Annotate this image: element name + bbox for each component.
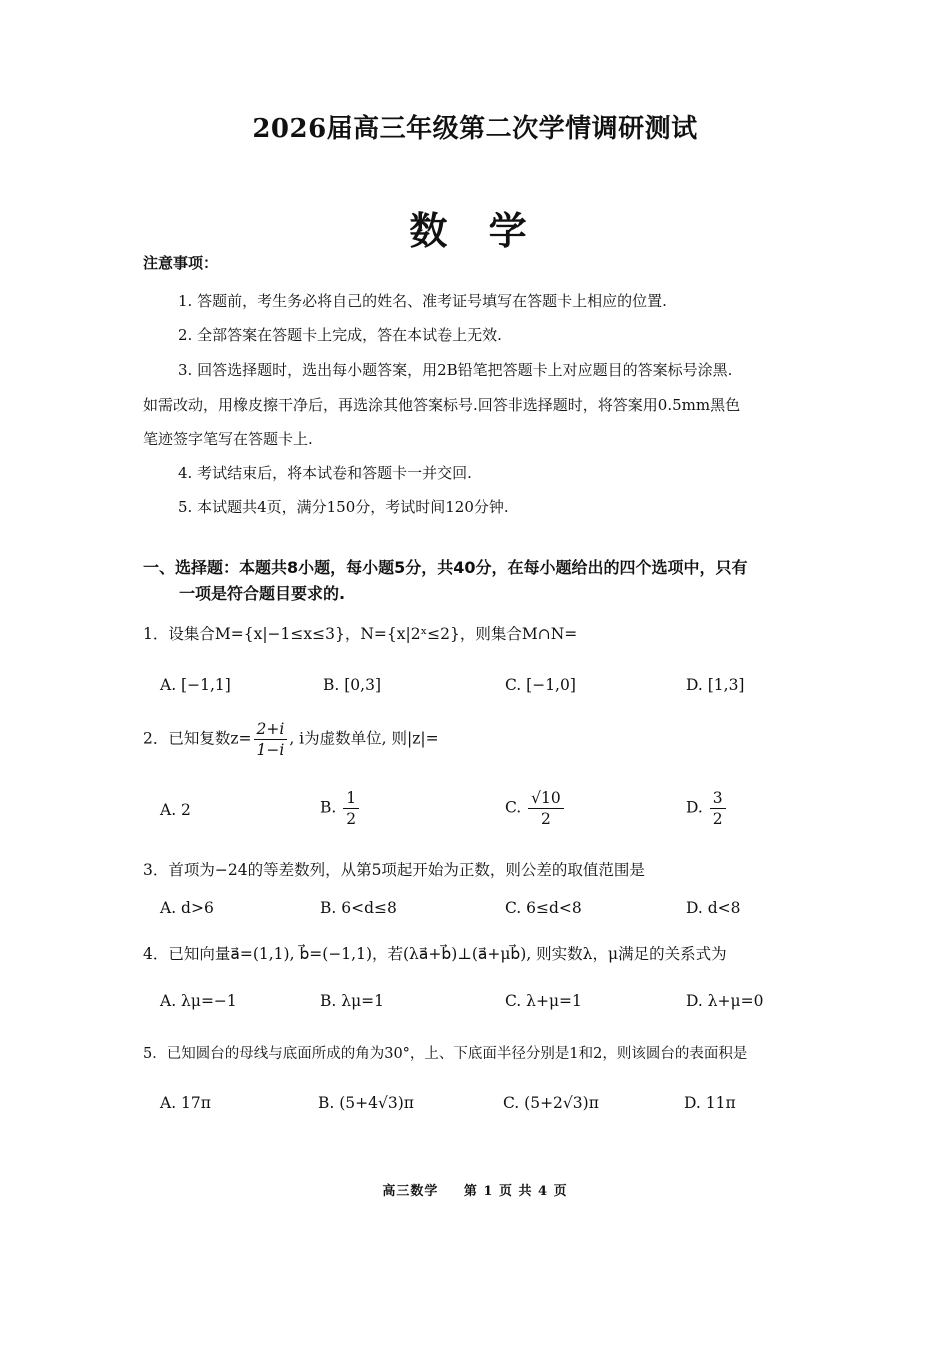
question-2-option-c-numerator: √10 [528, 788, 564, 809]
question-2-stem-suffix: , i为虚数单位, 则|z|= [289, 729, 439, 748]
notice-item-2: 2. 全部答案在答题卡上完成，答在本试卷上无效. [178, 326, 502, 344]
question-5-option-d: D. 11π [684, 1094, 736, 1112]
footer-subject: 高三数学 [382, 1184, 439, 1199]
question-4-option-b: B. λμ=1 [320, 992, 384, 1010]
question-2-option-b-label: B. [320, 798, 337, 817]
notice-heading: 注意事项： [143, 254, 219, 272]
question-2-option-b-fraction [343, 788, 359, 829]
question-2-option-d-numerator: 3 [710, 788, 726, 809]
question-2-option-d [686, 788, 728, 829]
question-2-option-b [320, 788, 361, 829]
question-2-fraction [254, 719, 288, 760]
question-5-option-b: B. (5+4√3)π [318, 1094, 414, 1112]
question-1-option-d: D. [1,3] [686, 676, 745, 694]
question-2-option-d-fraction [710, 788, 726, 829]
question-2-option-c [505, 788, 566, 829]
notice-item-4: 4. 考试结束后，将本试卷和答题卡一并交回. [178, 464, 472, 482]
question-4-option-d: D. λ+μ=0 [686, 992, 764, 1010]
question-2-fraction-denominator: 1−i [256, 741, 285, 759]
question-1-stem: 1．设集合M={x|−1≤x≤3}，N={x|2ˣ≤2}，则集合M∩N= [143, 625, 578, 643]
question-2-option-b-denominator: 2 [346, 810, 357, 828]
question-3-stem: 3．首项为−24的等差数列，从第5项起开始为正数，则公差的取值范围是 [143, 861, 645, 879]
notice-item-3-cont-2: 笔迹签字笔写在答题卡上. [143, 430, 313, 448]
page-footer [0, 1180, 950, 1199]
question-2-stem-prefix: 2．已知复数z= [143, 729, 252, 748]
question-3-option-a: A. d>6 [160, 899, 214, 917]
question-5-option-c: C. (5+2√3)π [503, 1094, 599, 1112]
notice-item-1: 1. 答题前，考生务必将自己的姓名、准考证号填写在答题卡上相应的位置. [178, 292, 667, 310]
question-2-option-d-label: D. [686, 798, 703, 817]
question-5-option-a: A. 17π [160, 1094, 211, 1112]
question-3-option-d: D. d<8 [686, 899, 741, 917]
question-4-option-a: A. λμ=−1 [160, 992, 237, 1010]
question-2-option-a: A. 2 [160, 801, 191, 819]
question-5-stem: 5．已知圆台的母线与底面所成的角为30°，上、下底面半径分别是1和2，则该圆台的表面积是 [143, 1046, 748, 1062]
question-2-stem [143, 719, 439, 760]
footer-page-info: 第 1 页 共 4 页 [463, 1184, 568, 1199]
question-1-option-b: B. [0,3] [323, 676, 381, 694]
notice-item-5: 5. 本试题共4页，满分150分，考试时间120分钟. [178, 498, 509, 516]
question-4-stem: 4．已知向量a⃗=(1,1), b⃗=(−1,1)，若(λa⃗+b⃗)⊥(a⃗+μb⃗), 则实数λ，μ满足的关系式为 [143, 945, 727, 963]
exam-title: 2026届高三年级第二次学情调研测试 [252, 114, 698, 144]
question-2-option-c-fraction [528, 788, 564, 829]
question-2-option-b-numerator: 1 [343, 788, 359, 809]
question-1-option-a: A. [−1,1] [160, 676, 231, 694]
section-heading [143, 555, 748, 607]
question-2-option-d-denominator: 2 [712, 810, 723, 828]
question-3-option-c: C. 6≤d<8 [505, 899, 582, 917]
question-2-option-c-label: C. [505, 798, 522, 817]
question-3-option-b: B. 6<d≤8 [320, 899, 397, 917]
notice-item-3: 3. 回答选择题时，选出每小题答案，用2B铅笔把答题卡上对应题目的答案标号涂黑. [178, 361, 733, 379]
question-1-option-c: C. [−1,0] [505, 676, 576, 694]
section-heading-line-2: 一项是符合题目要求的. [179, 584, 346, 603]
question-2-fraction-numerator: 2+i [254, 719, 288, 740]
section-heading-line-1: 一、选择题：本题共8小题，每小题5分，共40分，在每小题给出的四个选项中，只有 [143, 558, 748, 577]
notice-item-3-cont-1: 如需改动，用橡皮擦干净后，再选涂其他答案标号.回答非选择题时，将答案用0.5mm黑色 [143, 396, 741, 414]
question-2-option-c-denominator: 2 [541, 810, 551, 828]
subject-title: 数 学 [409, 208, 541, 253]
question-4-option-c: C. λ+μ=1 [505, 992, 582, 1010]
